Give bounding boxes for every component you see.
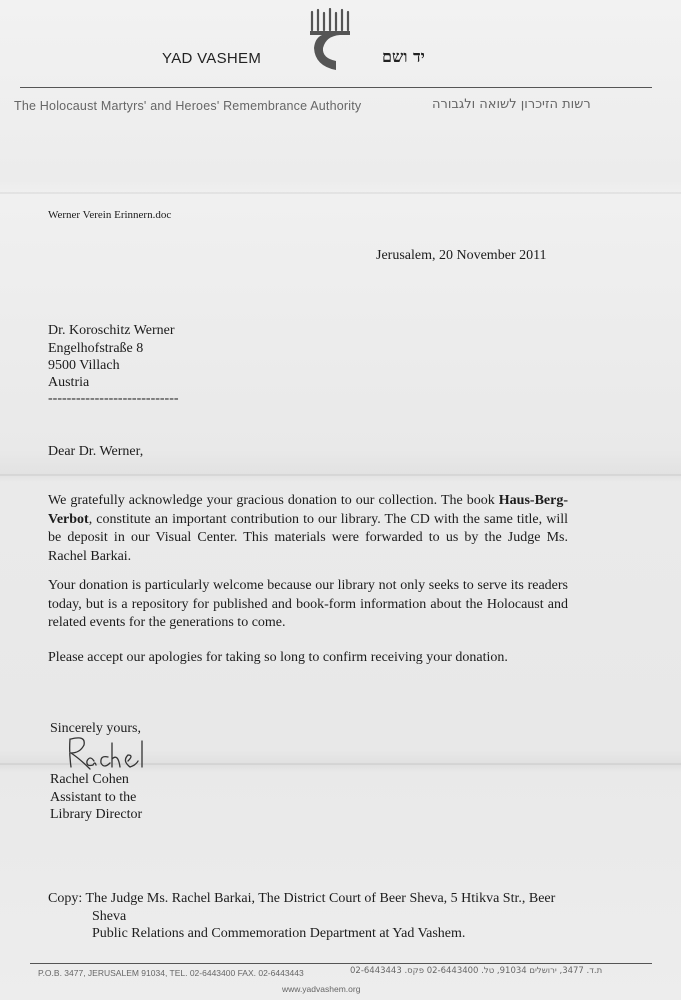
recipient-name: Dr. Koroschitz Werner bbox=[48, 323, 175, 338]
sender-name: Rachel Cohen bbox=[50, 772, 129, 787]
footer-address-en: P.O.B. 3477, JERUSALEM 91034, TEL. 02-6443400 FAX. 02-6443443 bbox=[38, 968, 304, 978]
file-name: Werner Verein Erinnern.doc bbox=[48, 209, 172, 221]
salutation: Dear Dr. Werner, bbox=[48, 444, 144, 459]
fold-line bbox=[0, 474, 681, 476]
copy-line-1: Copy: The Judge Ms. Rachel Barkai, The District Court of Beer Sheva, 5 Htikva Str., Beer bbox=[48, 891, 556, 906]
tagline-he: רשות הזיכרון לשואה ולגבורה bbox=[432, 97, 591, 112]
yad-vashem-logo bbox=[306, 8, 356, 77]
org-name-en: YAD VASHEM bbox=[162, 50, 262, 67]
letterhead-rule bbox=[20, 87, 652, 88]
book-title: Haus-Berg-Verbot bbox=[48, 493, 568, 527]
para1-text-start: We gratefully acknowledge your gracious donation to our collection. The book bbox=[48, 493, 499, 508]
recipient-separator: ---------------------------- bbox=[48, 391, 179, 406]
org-name-he: יד ושם bbox=[382, 47, 425, 66]
body-paragraph-2: Your donation is particularly welcome because our library not only seeks to serve its readers today, but is a repository for published and book-form information about the Holocaust and related events for the generations to come. bbox=[48, 578, 568, 630]
sender-title-1: Assistant to the bbox=[50, 790, 137, 805]
tagline-en: The Holocaust Martyrs' and Heroes' Remembrance Authority bbox=[14, 99, 362, 113]
closing: Sincerely yours, bbox=[50, 721, 141, 736]
recipient-street: Engelhofstraße 8 bbox=[48, 341, 144, 356]
footer-address-he: ת.ד. 3477, ירושלים 91034, טל. 02-6443400 פקס. 02-6443443 bbox=[350, 966, 603, 976]
sender-title-2: Library Director bbox=[50, 807, 143, 822]
body-paragraph-1 bbox=[48, 492, 568, 566]
copy-line-3: Public Relations and Commemoration Department at Yad Vashem. bbox=[92, 926, 466, 941]
para1-text-end: , constitute an important contribution to our library. The CD with the same title, will be deposit in our Visual Center. This materials were forwarded to us by the Judge Ms. Rachel Barkai. bbox=[48, 511, 568, 564]
footer-website[interactable]: www.yadvashem.org bbox=[282, 984, 361, 994]
copy-line-2: Sheva bbox=[92, 909, 127, 924]
footer-rule bbox=[30, 963, 652, 964]
letter-date: Jerusalem, 20 November 2011 bbox=[376, 248, 547, 263]
recipient-city: 9500 Villach bbox=[48, 358, 120, 373]
recipient-country: Austria bbox=[48, 375, 90, 390]
body-paragraph-3: Please accept our apologies for taking so long to confirm receiving your donation. bbox=[48, 650, 508, 665]
fold-line bbox=[0, 192, 681, 194]
